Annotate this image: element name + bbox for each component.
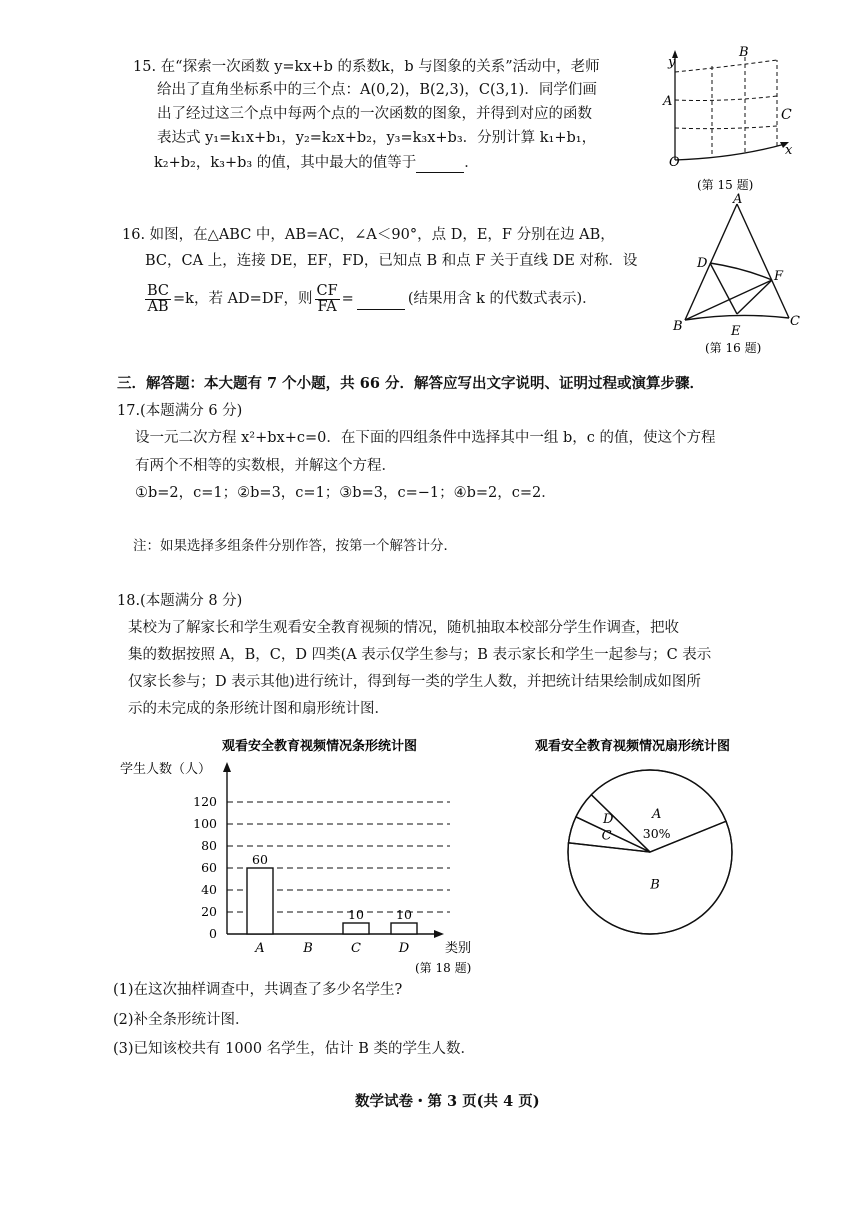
q18-line-4: 示的未完成的条形统计图和扇形统计图． — [128, 701, 389, 717]
bar-chart-caption: (第 18 题) — [415, 961, 472, 975]
bar-C — [343, 923, 369, 934]
pie-label: D — [603, 811, 614, 827]
q18-sub-3: (3)已知该校共有 1000 名学生，估计 B 类的学生人数． — [113, 1041, 476, 1057]
point-e-label: E — [731, 324, 741, 339]
point-f-label: F — [774, 269, 784, 284]
vertex-a-label: A — [733, 192, 743, 207]
answer-blank[interactable] — [357, 289, 405, 310]
pie-chart-title: 观看安全教育视频情况扇形统计图 — [535, 739, 731, 754]
pie-label: A — [651, 807, 662, 823]
origin-label: O — [669, 155, 680, 170]
fraction-numerator: CF — [316, 282, 338, 299]
q16-line-1: 16. 如图，在△ABC 中，AB=AC，∠A＜90°，点 D，E，F 分别在边 AB， — [122, 227, 615, 243]
point-a-label: A — [663, 94, 673, 109]
y-tick-label: 20 — [201, 904, 217, 919]
q16-line-3 — [143, 281, 597, 317]
bar-data-label: 60 — [252, 852, 268, 867]
bar-D — [391, 923, 417, 934]
q18-sub-2: (2)补全条形统计图． — [113, 1012, 250, 1028]
q16-mid-text: =k，若 AD=DF，则 — [173, 291, 313, 307]
bar-chart-xlabel: 类别 — [445, 941, 472, 956]
section-3-header: 三．解答题：本大题有 7 个小题，共 66 分．解答应写出文字说明、证明过程或演算步骤． — [117, 375, 704, 392]
pie-chart — [525, 730, 785, 950]
pie-label: C — [601, 828, 612, 844]
y-axis-arrow — [223, 762, 231, 772]
answer-blank[interactable] — [416, 152, 464, 173]
y-tick-label: 40 — [201, 882, 217, 897]
q17-heading: 17.(本题满分 6 分) — [117, 403, 243, 419]
q16-caption: (第 16 题) — [705, 341, 762, 355]
bar-chart — [110, 730, 500, 980]
q18-line-2: 集的数据按照 A，B，C，D 四类(A 表示仅学生参与；B 表示家长和学生一起参与；C 表示 — [128, 647, 712, 663]
y-tick-label: 0 — [209, 926, 217, 941]
fraction-denominator: AB — [147, 298, 169, 315]
q18-line-3: 仅家长参与；D 表示其他)进行统计，得到每一类的学生人数，并把统计结果绘制成如图所 — [128, 674, 701, 690]
fraction-cf-fa — [315, 284, 340, 315]
x-tick-label: D — [398, 941, 410, 956]
point-c-label: C — [781, 107, 792, 123]
y-tick-label: 100 — [193, 816, 217, 831]
y-label: y — [668, 55, 676, 70]
q17-line-1: 设一元二次方程 x²+bx+c=0．在下面的四组条件中选择其中一组 b，c 的值，使这个方程 — [135, 430, 716, 446]
q15-line-5 — [154, 152, 479, 173]
q15-figure — [655, 42, 795, 192]
q16-eq: = — [341, 291, 354, 307]
q15-line-4: 表达式 y₁=k₁x+b₁，y₂=k₂x+b₂，y₃=k₃x+b₃．分别计算 k₁+b₁， — [157, 130, 597, 146]
bar-data-label: 10 — [396, 907, 412, 922]
x-axis-arrow — [434, 930, 444, 938]
bar-chart-title: 观看安全教育视频情况条形统计图 — [222, 739, 418, 754]
y-tick-label: 60 — [201, 860, 217, 875]
q17-note: 注：如果选择多组条件分别作答，按第一个解答计分． — [133, 538, 457, 554]
q18-heading: 18.(本题满分 8 分) — [117, 593, 243, 609]
fraction-numerator: BC — [147, 282, 170, 299]
vertex-b-label: B — [673, 319, 683, 334]
y-tick-label: 80 — [201, 838, 217, 853]
y-tick-label: 120 — [193, 794, 217, 809]
bar-A — [247, 868, 273, 934]
q15-line-3: 出了经过这三个点中每两个点的一次函数的图象，并得到对应的函数 — [157, 106, 592, 122]
pie-label: B — [650, 877, 660, 893]
q15-line-2: 给出了直角坐标系中的三个点：A(0,2)，B(2,3)，C(3,1)．同学们画 — [157, 82, 597, 98]
vertex-c-label: C — [790, 314, 800, 329]
q18-line-1: 某校为了解家长和学生观看安全教育视频的情况，随机抽取本校部分学生作调查，把收 — [128, 620, 679, 636]
point-b-label: B — [739, 45, 749, 60]
q16-line-2: BC，CA 上，连接 DE，EF，FD，已知点 B 和点 F 关于直线 DE 对称．设 — [145, 253, 638, 269]
fraction-denominator: FA — [317, 298, 337, 315]
q17-line-3: ①b=2，c=1；②b=3，c=1；③b=3，c=−1；④b=2，c=2． — [135, 485, 556, 501]
x-tick-label: C — [351, 941, 361, 956]
q16-figure — [665, 190, 815, 360]
bar-chart-ylabel: 学生人数（人） — [120, 762, 212, 777]
pie-value-label: 30% — [642, 826, 671, 842]
q15-line-1: 15. 在“探索一次函数 y=kx+b 的系数k，b 与图象的关系”活动中，老师 — [133, 59, 600, 75]
q18-sub-1: (1)在这次抽样调查中，共调查了多少名学生? — [113, 982, 403, 998]
q15-caption: (第 15 题) — [697, 178, 754, 192]
q17-line-2: 有两个不相等的实数根，并解这个方程． — [135, 458, 396, 474]
fraction-bc-ab — [145, 284, 171, 315]
point-d-label: D — [697, 256, 708, 271]
x-axis — [675, 144, 785, 160]
q16-tail: (结果用含 k 的代数式表示)． — [407, 291, 597, 307]
x-label: x — [785, 143, 793, 158]
q15-line-5-end: ． — [464, 155, 479, 171]
grid-lines — [675, 56, 777, 154]
x-tick-label: B — [303, 941, 313, 956]
page-footer: 数学试卷・第 3 页(共 4 页) — [355, 1093, 540, 1110]
q15-line-5-text: k₂+b₂，k₃+b₃ 的值，其中最大的值等于 — [154, 155, 417, 171]
bar-data-label: 10 — [348, 907, 364, 922]
x-tick-label: A — [255, 941, 265, 956]
